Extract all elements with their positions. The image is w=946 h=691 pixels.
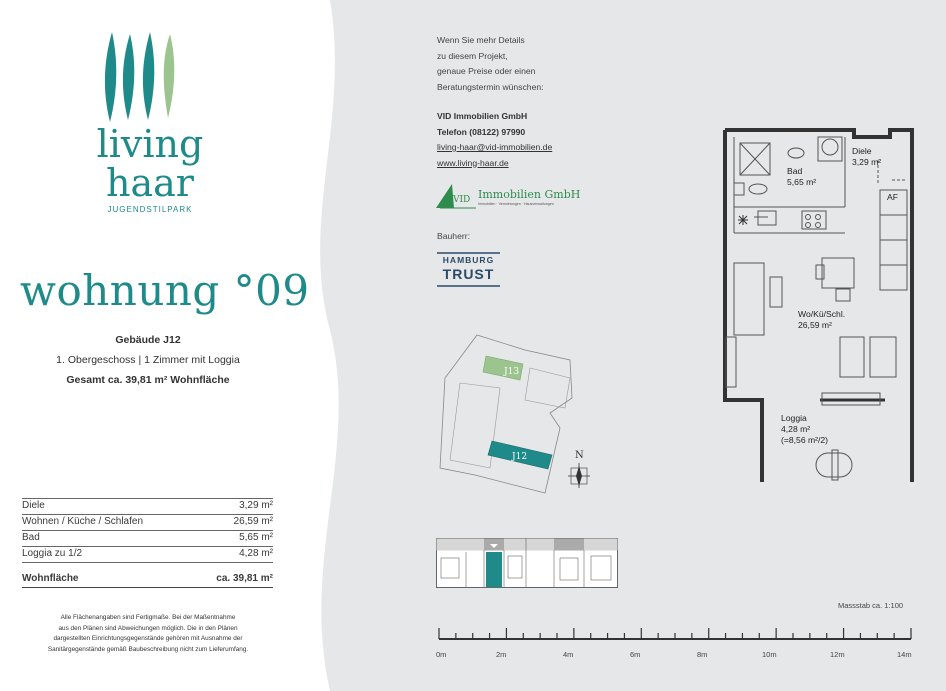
building-label: Gebäude J12: [115, 334, 181, 346]
room-name: Diele: [852, 146, 872, 156]
brand-subtitle: JUGENDSTILPARK: [107, 205, 193, 214]
hamburg-trust-logo: [437, 252, 500, 288]
room-area: 26,59 m²: [798, 320, 832, 330]
area-row-value: 4,28 m²: [239, 548, 273, 559]
floor-location-strip: [436, 538, 618, 588]
floor-rooms-label: 1. Obergeschoss | 1 Zimmer mit Loggia: [56, 354, 240, 366]
area-total-row: [22, 572, 273, 588]
room-loggia: [781, 413, 828, 446]
contact-line: genaue Preise oder einen: [437, 66, 536, 76]
vid-mark: VID: [453, 195, 471, 205]
area-row-label: Diele: [22, 500, 45, 511]
area-row-label: Loggia zu 1/2: [22, 548, 83, 559]
builder-label: Bauherr:: [437, 231, 470, 241]
logo-line1: HAMBURG: [442, 255, 495, 265]
scale-label: Massstab ca. 1:100: [838, 601, 904, 610]
area-row-value: 5,65 m²: [239, 532, 273, 543]
site-plan: [430, 328, 610, 498]
scale-tick-label: 0m: [436, 650, 447, 659]
area-row: [22, 498, 273, 515]
scale-bar: [436, 625, 914, 665]
company-name: VID Immobilien GmbH: [437, 111, 528, 121]
north-label: N: [575, 450, 584, 461]
area-row-value: 26,59 m²: [233, 516, 273, 527]
fan-icon: [738, 215, 748, 225]
room-wohn: [798, 309, 845, 331]
contact-intro: [437, 33, 544, 95]
scale-tick-label: 4m: [563, 650, 574, 659]
company-contact: [437, 109, 552, 171]
brand-name-line1: living: [96, 122, 204, 166]
brand-name-line2: haar: [106, 161, 194, 205]
scale-tick-label: 14m: [897, 650, 912, 659]
scale-tick-label: 2m: [496, 650, 507, 659]
room-name: Bad: [787, 166, 803, 176]
scale-tick-label: 10m: [762, 650, 777, 659]
area-table: [22, 498, 273, 588]
room-name: Loggia: [781, 413, 807, 423]
room-half-area: (=8,56 m²/2): [781, 435, 829, 445]
area-row: [22, 531, 273, 547]
area-row-label: Bad: [22, 532, 40, 543]
area-total-label: Wohnfläche: [22, 573, 79, 584]
disclaimer-line: Alle Flächenangaben sind Fertigmaße. Bei der Maßentnahme: [60, 614, 236, 621]
contact-line: Wenn Sie mehr Details: [437, 35, 525, 45]
north-arrow-icon: [568, 463, 590, 488]
area-total-value: ca. 39,81 m²: [216, 573, 273, 584]
site-label-j12: J12: [512, 452, 528, 462]
area-row: [22, 547, 273, 563]
room-diele: [852, 146, 881, 168]
disclaimer-line: Sanitärgegenstände gemäß Baubeschreibung nicht zum Lieferumfang.: [47, 645, 249, 653]
room-name: Wo/Kü/Schl.: [798, 309, 846, 319]
disclaimer: [18, 613, 278, 655]
company-phone: Telefon (08122) 97990: [437, 126, 526, 137]
room-area: 3,29 m²: [852, 157, 882, 167]
total-area-label: Gesamt ca. 39,81 m² Wohnfläche: [66, 374, 230, 386]
area-row: [22, 515, 273, 531]
area-row-label: Wohnen / Küche / Schlafen: [22, 516, 144, 527]
room-bad: [787, 166, 816, 188]
scale-tick-label: 12m: [830, 650, 845, 659]
vid-name: Immobilien GmbH: [478, 188, 581, 201]
brand-leaves-logo: [100, 30, 190, 125]
room-af: AF: [887, 192, 898, 202]
apartment-title: wohnung °09: [20, 266, 310, 315]
company-web-link[interactable]: www.living-haar.de: [437, 157, 509, 168]
scale-tick-label: 8m: [697, 650, 708, 659]
area-row-value: 3,29 m²: [239, 500, 273, 511]
disclaimer-line: dargestellten Einrichtungsgegenstände gehören mit Ausnahme der: [53, 635, 243, 642]
company-email-link[interactable]: living-haar@vid-immobilien.de: [437, 142, 553, 152]
logo-line2: TRUST: [442, 266, 495, 282]
room-area: 5,65 m²: [787, 177, 817, 187]
contact-line: zu diesem Projekt,: [437, 50, 508, 61]
room-area: 4,28 m²: [781, 424, 811, 434]
scale-tick-label: 6m: [630, 650, 641, 659]
vid-logo: [436, 182, 581, 210]
site-label-j13: J13: [504, 367, 520, 377]
vid-tagline: Immobilien · Vermietungen · Hausverwaltungen: [478, 202, 554, 206]
disclaimer-line: aus den Plänen sind Abweichungen möglich. Die in den Plänen: [58, 624, 238, 632]
contact-line: Beratungstermin wünschen:: [437, 81, 544, 92]
